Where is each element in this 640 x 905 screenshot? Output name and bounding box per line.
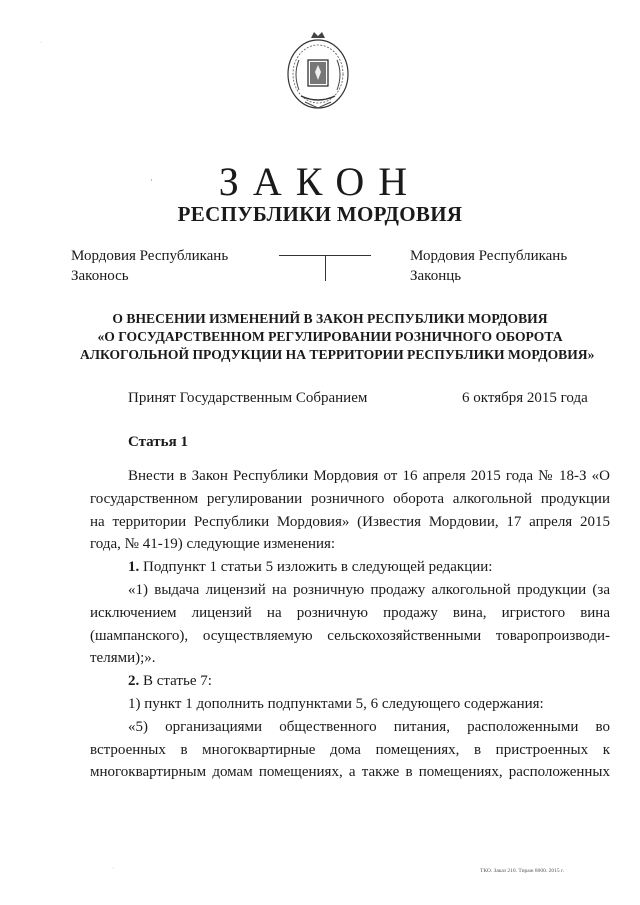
coat-of-arms-icon [285, 30, 351, 114]
item-1-number: 1. [128, 559, 140, 576]
item-2-text: В статье 7: [143, 673, 212, 690]
article-heading: Статья 1 [128, 434, 188, 450]
law-subject [80, 310, 595, 364]
item-2-quote-line: многоквартирным домам помещениях, а также в помещениях, расположенных [90, 764, 610, 781]
header-right-block [410, 246, 567, 286]
item-2-quote-line: «5) организациями общественного питания, расположенными во [128, 718, 610, 735]
scan-speck: · [150, 176, 153, 185]
item-1 [90, 556, 610, 579]
header-divider-vertical [325, 255, 326, 281]
law-title: ЗАКОН [218, 159, 422, 204]
subject-line-2: «О ГОСУДАРСТВЕННОМ РЕГУЛИРОВАНИИ РОЗНИЧНОГО ОБОРОТА [97, 329, 563, 344]
header-left-line2: Законось [71, 268, 129, 284]
item-2 [90, 670, 610, 693]
header-left-block [71, 246, 228, 286]
header-left-line1: Мордовия Республикань [71, 248, 229, 264]
item-1-quote-line: (шампанского), осуществляемую сельскохозяйственными товаропроизводи- [90, 627, 610, 644]
header-right-line2: Законць [410, 268, 462, 284]
scan-speck: · [112, 866, 114, 872]
subject-line-3: АЛКОГОЛЬНОЙ ПРОДУКЦИИ НА ТЕРРИТОРИИ РЕСПУБЛИКИ МОРДОВИЯ» [80, 347, 595, 362]
intro-line: Внести в Закон Республики Мордовия от 16 апреля 2015 года № 18-З «О [128, 468, 610, 484]
law-subtitle: РЕСПУБЛИКИ МОРДОВИЯ [177, 202, 463, 226]
item-2-subitem-1: 1) пункт 1 дополнить подпунктами 5, 6 следующего содержания: [128, 695, 544, 712]
item-1-quote-line: исключением лицензий на розничную продажу вина, игристого вина [90, 604, 610, 621]
item-1-quote-line: телями);». [90, 650, 156, 667]
print-info: ТКО. Заказ 210. Тираж 8000. 2015 г. [480, 868, 565, 874]
intro-line: государственном регулировании розничного оборота алкогольной продукции [90, 490, 610, 507]
item-1-text: Подпункт 1 статьи 5 изложить в следующей редакции: [143, 559, 493, 576]
adopted-date: 6 октября 2015 года [462, 390, 588, 406]
subject-line-1: О ВНЕСЕНИИ ИЗМЕНЕНИЙ В ЗАКОН РЕСПУБЛИКИ МОРДОВИЯ [112, 311, 548, 326]
intro-line: на территории Республики Мордовия» (Известия Мордовии, 17 апреля 2015 [90, 513, 610, 530]
item-1-quote-line: «1) выдача лицензий на розничную продажу алкогольной продукции (за [128, 581, 610, 598]
scan-speck: · [40, 40, 42, 46]
item-2-number: 2. [128, 673, 140, 690]
header-right-line1: Мордовия Республикань [410, 248, 568, 264]
item-2-quote-line: встроенных в многоквартирные дома помещениях, в пристроенных к [90, 741, 610, 758]
adopted-label: Принят Государственным Собранием [128, 390, 368, 406]
intro-line: года, № 41-19) следующие изменения: [90, 536, 336, 553]
article-body [90, 465, 610, 784]
